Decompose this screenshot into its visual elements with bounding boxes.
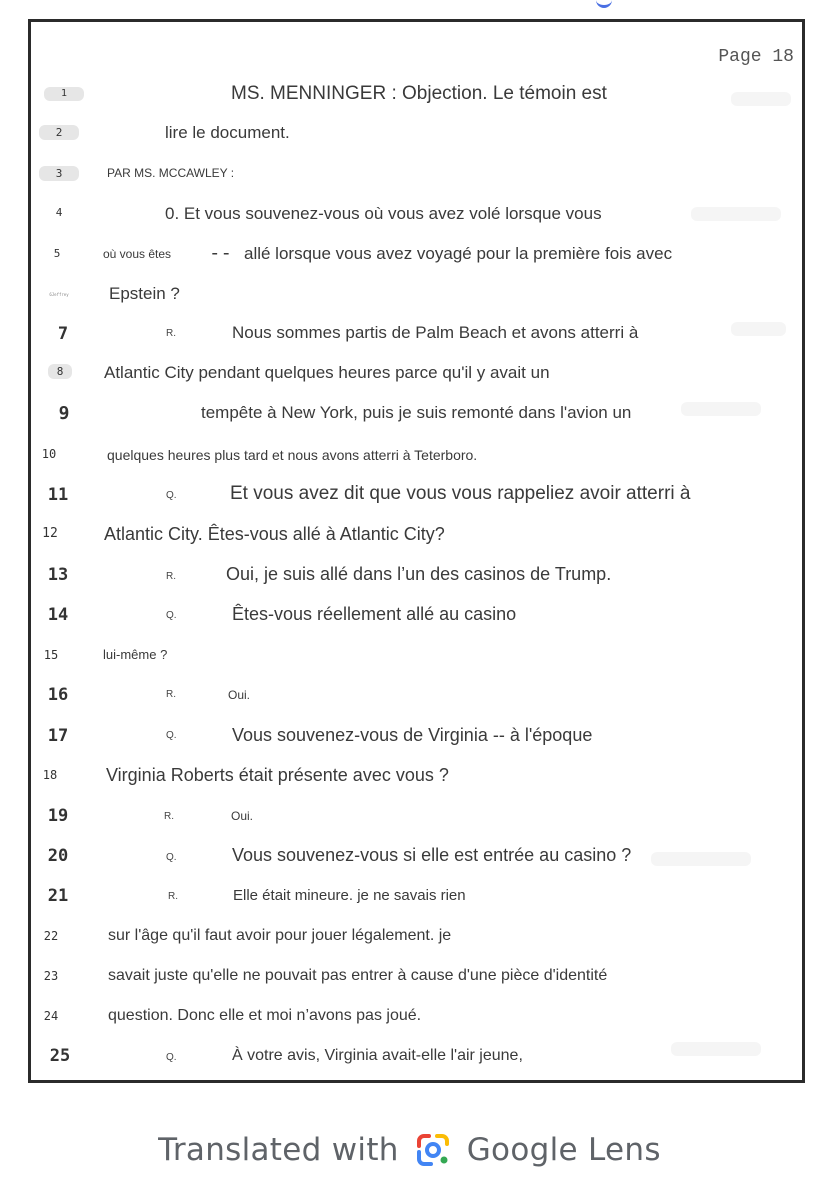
line-number: 17 xyxy=(47,726,69,746)
line-number: 4 xyxy=(55,206,63,219)
line-text: Oui, je suis allé dans l’un des casinos de Trump. xyxy=(226,564,612,584)
line-text: Nous sommes partis de Palm Beach et avons atterri à xyxy=(232,323,639,342)
line-number: 10 xyxy=(41,447,57,461)
speaker-marker: R. xyxy=(166,571,176,582)
line-number: 3 xyxy=(39,166,79,181)
line-text: Vous souvenez-vous si elle est entrée au casino ? xyxy=(232,845,632,865)
line-number: 13 xyxy=(47,565,69,585)
page-label: Page 18 xyxy=(718,47,794,67)
scan-ghost xyxy=(681,402,761,416)
line-number: 7 xyxy=(57,324,69,344)
speaker-marker: Q. xyxy=(166,852,177,863)
line-number: 11 xyxy=(47,485,69,505)
translation-footer xyxy=(0,1120,819,1180)
scan-ghost xyxy=(731,322,786,336)
line-number: 6Jeffrey xyxy=(49,292,69,297)
line-number: 8 xyxy=(48,364,72,379)
line-number: 1 xyxy=(44,87,84,101)
line-number: 24 xyxy=(43,1009,59,1023)
line-text: lui-même ? xyxy=(103,647,168,662)
line-text: tempête à New York, puis je suis remonté dans l'avion un xyxy=(201,403,632,422)
speaker-marker: R. xyxy=(164,811,174,822)
line-text: allé lorsque vous avez voyagé pour la première fois avec xyxy=(244,244,673,263)
line-number: 25 xyxy=(49,1046,71,1066)
speaker-marker: Q. xyxy=(166,610,177,621)
line-number: 16 xyxy=(47,685,69,705)
top-edge-mark xyxy=(596,0,612,8)
line-number: 15 xyxy=(43,648,59,662)
line-text: Oui. xyxy=(231,809,254,823)
google-lens-icon xyxy=(413,1130,453,1170)
line-text: PAR MS. MCCAWLEY : xyxy=(107,166,235,180)
line-text: Et vous avez dit que vous vous rappeliez avoir atterri à xyxy=(230,483,691,504)
footer-label: Translated with xyxy=(158,1132,399,1168)
line-number: 2 xyxy=(39,125,79,140)
speaker-marker: R. xyxy=(166,328,176,339)
line-text: Atlantic City pendant quelques heures parce qu'il y avait un xyxy=(104,363,550,382)
line-number: 12 xyxy=(42,526,58,541)
line-text: MS. MENNINGER : Objection. Le témoin est xyxy=(231,83,607,104)
line-text: Êtes-vous réellement allé au casino xyxy=(232,604,517,624)
line-number: 20 xyxy=(47,846,69,866)
scan-ghost xyxy=(691,207,781,221)
line-text: Epstein ? xyxy=(109,284,180,303)
line-text: lire le document. xyxy=(165,123,290,142)
line-text: question. Donc elle et moi n’avons pas joué. xyxy=(108,1007,422,1024)
line-number: 23 xyxy=(43,969,59,983)
line-number: 19 xyxy=(47,806,69,826)
line-number: 14 xyxy=(47,605,69,625)
line-text: Vous souvenez-vous de Virginia -- à l'époque xyxy=(232,725,593,745)
speaker-marker: Q. xyxy=(166,1052,177,1063)
line-text: Elle était mineure. je ne savais rien xyxy=(233,887,466,904)
speaker-marker: R. xyxy=(168,891,178,902)
scan-ghost xyxy=(651,852,751,866)
line-text: Atlantic City. Êtes-vous allé à Atlantic City? xyxy=(104,524,445,544)
footer-brand: Google Lens xyxy=(466,1132,661,1168)
line-prefix: où vous êtes xyxy=(103,247,172,261)
line-text: sur l'âge qu'il faut avoir pour jouer légalement. je xyxy=(108,927,452,944)
speaker-marker: Q. xyxy=(166,730,177,741)
line-text: Virginia Roberts était présente avec vous ? xyxy=(106,765,449,785)
line-text: savait juste qu'elle ne pouvait pas entrer à cause d'une pièce d'identité xyxy=(108,967,608,984)
line-number: 22 xyxy=(43,929,59,943)
scan-ghost xyxy=(671,1042,761,1056)
line-text: 0. Et vous souvenez-vous où vous avez volé lorsque vous xyxy=(165,204,602,223)
line-number: 9 xyxy=(58,403,70,424)
line-number: 21 xyxy=(47,886,69,906)
line-text: Oui. xyxy=(228,688,251,702)
speaker-marker: Q. xyxy=(166,490,177,501)
line-dash: -- xyxy=(209,242,232,264)
line-text: À votre avis, Virginia avait-elle l'air jeune, xyxy=(232,1047,523,1064)
line-text: quelques heures plus tard et nous avons atterri à Teterboro. xyxy=(107,447,478,463)
speaker-marker: R. xyxy=(166,689,176,700)
scan-ghost xyxy=(731,92,791,106)
line-number: 18 xyxy=(42,768,58,782)
transcript-page xyxy=(28,19,805,1083)
line-number: 5 xyxy=(53,247,61,260)
